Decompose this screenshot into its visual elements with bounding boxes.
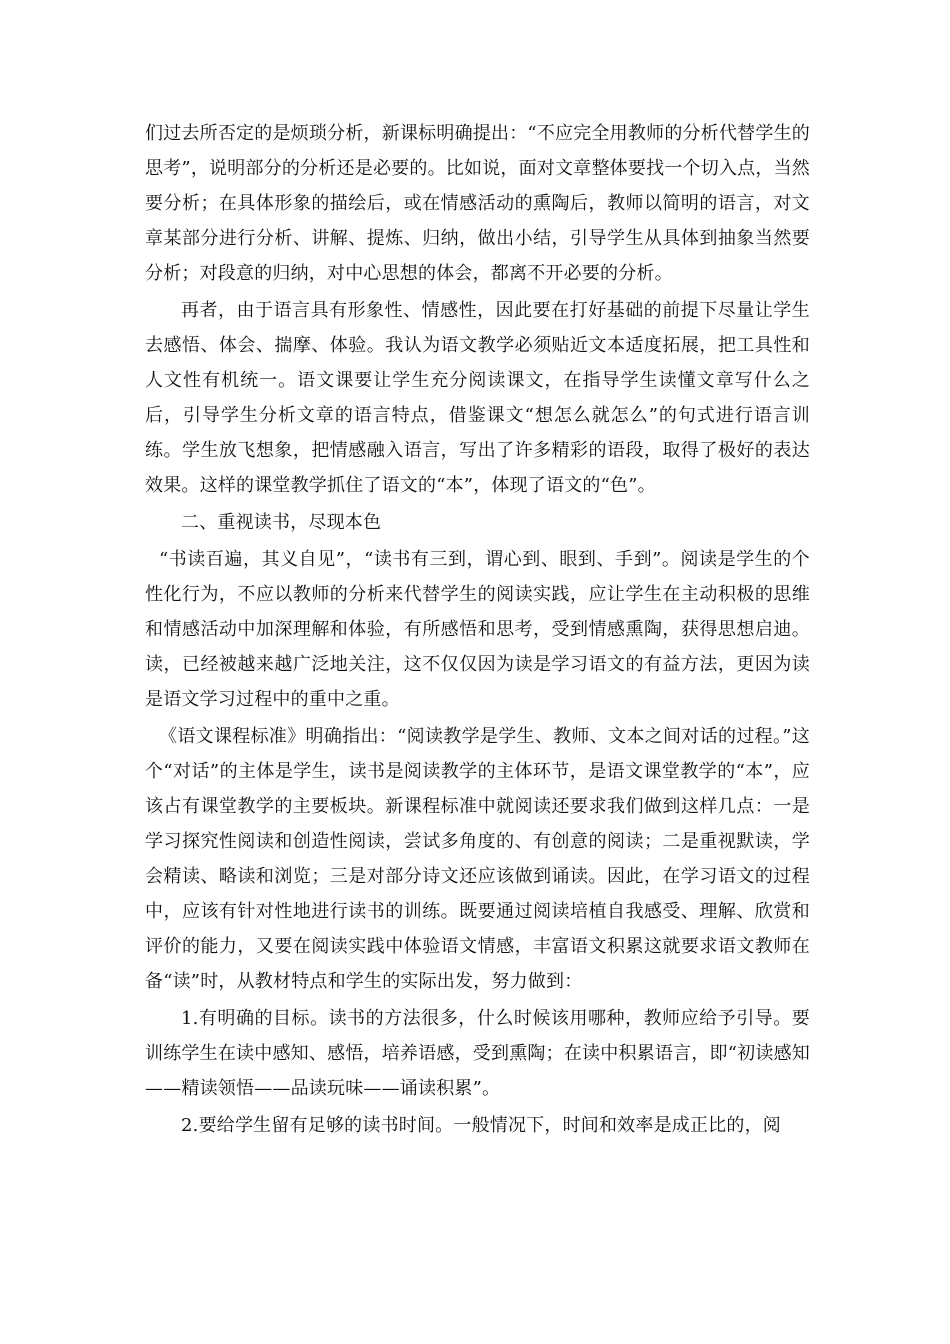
paragraph-reading-importance: “书读百遍，其义自见”，“读书有三到，谓心到、眼到、手到”。阅读是学生的个性化行为，不应以教师的分析来代替学生的阅读实践，应让学生在主动积极的思维和情感活动中加深理解和体验，有所感悟和思考，受到情感熏陶，获得思想启迪。读，已经被越来越广泛地关注，这不仅仅因为读是学习语文的有益方法，更因为读是语文学习过程中的重中之重。 xyxy=(145,549,810,710)
paragraph-curriculum-standard: 《语文课程标准》明确指出：“阅读教学是学生、教师、文本之间对话的过程。”这个“对话”的主体是学生，读书是阅读教学的主体环节，是语文课堂教学的“本”，应该占有课堂教学的主要板块。新课程标准中就阅读还要求我们做到这样几点：一是学习探究性阅读和创造性阅读，尝试多角度的、有创意的阅读；二是重视默读，学会精读、略读和浏览；三是对部分诗文还应该做到诵读。因此，在学习语文的过程中，应该有针对性地进行读书的训练。既要通过阅读培植自我感受、理解、欣赏和评价的能力，又要在阅读实践中体验语文情感，丰富语文积累这就要求语文教师在备“读”时，从教材特点和学生的实际出发，努力做到： xyxy=(145,726,810,992)
section-heading-reading: 二、重视读书，尽现本色 xyxy=(181,512,382,533)
list-item-reading-time: 2.要给学生留有足够的读书时间。一般情况下，时间和效率是成正比的，阅 xyxy=(181,1115,781,1136)
paragraph-language-training: 再者，由于语言具有形象性、情感性，因此要在打好基础的前提下尽量让学生去感悟、体会、揣摩、体验。我认为语文教学必须贴近文本适度拓展，把工具性和人文性有机统一。语文课要让学生充分阅读课文，在指导学生读懂文章写什么之后，引导学生分析文章的语言特点，借鉴课文“想怎么就怎么”的句式进行语言训练。学生放飞想象，把情感融入语言，写出了许多精彩的语段，取得了极好的表达效果。这样的课堂教学抓住了语文的“本”，体现了语文的“色”。 xyxy=(145,300,810,496)
list-item-clear-goal: 1.有明确的目标。读书的方法很多，什么时候该用哪种，教师应给予引导。要训练学生在读中感知、感悟，培养语感，受到熏陶；在读中积累语言，即“初读感知——精读领悟——品读玩味——诵读积累”。 xyxy=(145,1008,810,1099)
paragraph-analysis: 们过去所否定的是烦琐分析，新课标明确提出：“不应完全用教师的分析代替学生的思考”，说明部分的分析还是必要的。比如说，面对文章整体要找一个切入点，当然要分析；在具体形象的描绘后，或在情感活动的熏陶后，教师以简明的语言，对文章某部分进行分析、讲解、提炼、归纳，做出小结，引导学生从具体到抽象当然要分析；对段意的归纳，对中心思想的体会，都离不开必要的分析。 xyxy=(145,123,810,284)
